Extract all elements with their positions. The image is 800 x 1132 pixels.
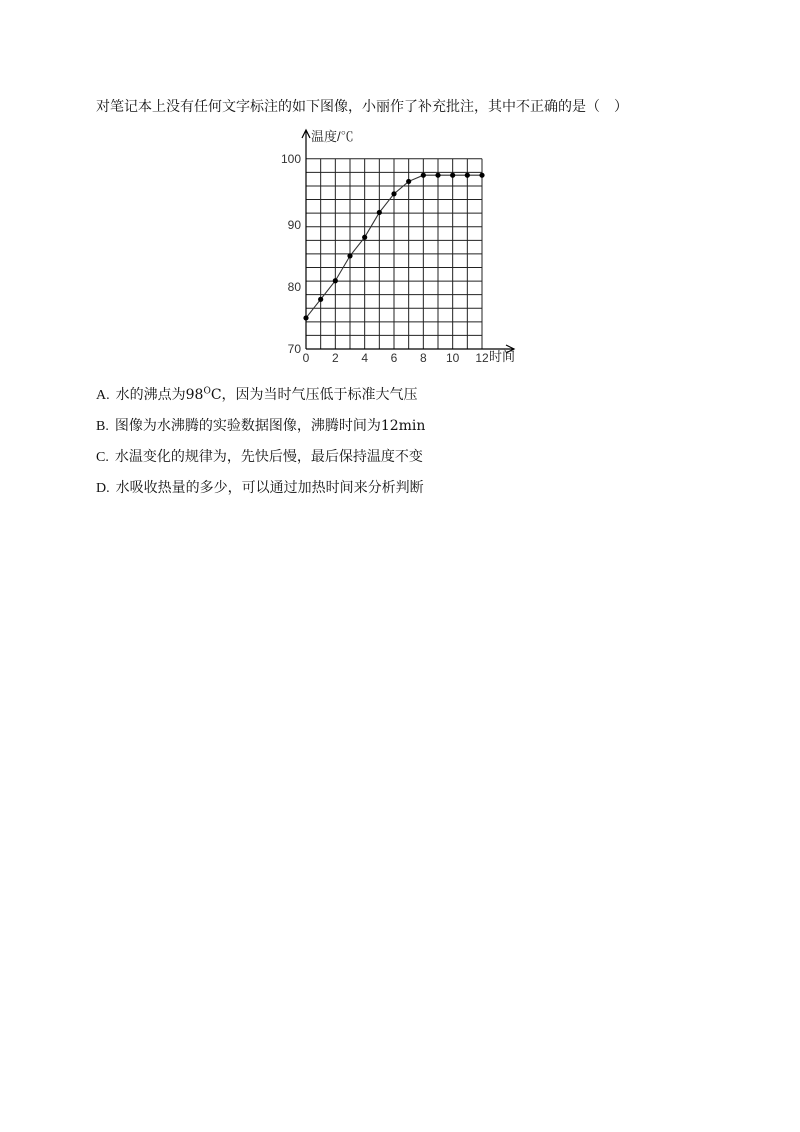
data-point	[318, 297, 323, 302]
data-point	[479, 173, 484, 178]
temperature-time-chart	[260, 126, 530, 371]
y-tick-label: 90	[287, 217, 301, 232]
option-a-text-2: C，因为当时气压低于标准大气压	[210, 387, 418, 403]
option-c[interactable]	[96, 446, 425, 477]
option-a-text-1: 水的沸点为98	[115, 387, 204, 403]
data-point	[362, 235, 367, 240]
x-tick-label: 4	[361, 351, 369, 365]
data-point	[333, 278, 338, 283]
data-point	[465, 173, 470, 178]
option-a-key: A.	[96, 388, 110, 403]
data-point	[347, 253, 352, 258]
data-point	[450, 173, 455, 178]
option-c-text: 水温变化的规律为，先快后慢，最后保持温度不变	[114, 449, 423, 465]
data-point	[435, 173, 440, 178]
y-axis-label: 温度/℃	[311, 129, 354, 144]
data-point	[421, 173, 426, 178]
x-tick-label: 12	[475, 351, 489, 365]
y-tick-label: 100	[280, 151, 301, 166]
option-b[interactable]	[96, 415, 425, 446]
data-point	[406, 179, 411, 184]
option-c-key: C.	[96, 450, 109, 465]
option-b-key: B.	[96, 419, 109, 434]
question-stem: 对笔记本上没有任何文字标注的如下图像，小丽作了补充批注，其中不正确的是（ ）	[96, 99, 628, 115]
option-d-key: D.	[96, 481, 110, 496]
answer-options	[96, 384, 425, 508]
chart-svg	[260, 126, 530, 371]
x-tick-label: 0	[302, 351, 310, 365]
data-point	[377, 210, 382, 215]
x-tick-label: 8	[419, 351, 427, 365]
data-point	[391, 191, 396, 196]
data-point	[303, 315, 308, 320]
option-d-text: 水吸收热量的多少，可以通过加热时间来分析判断	[115, 480, 424, 496]
y-tick-label: 70	[287, 342, 301, 356]
option-b-text: 图像为水沸腾的实验数据图像，沸腾时间为12min	[114, 418, 426, 434]
option-a-sup: O	[203, 386, 211, 397]
x-tick-label: 6	[390, 351, 398, 365]
y-tick-label: 80	[287, 279, 301, 294]
option-d[interactable]	[96, 477, 425, 508]
x-tick-label: 2	[331, 351, 339, 365]
option-a[interactable]	[96, 384, 425, 415]
x-axis-label: 时间	[489, 349, 516, 364]
x-tick-label: 10	[445, 351, 460, 365]
